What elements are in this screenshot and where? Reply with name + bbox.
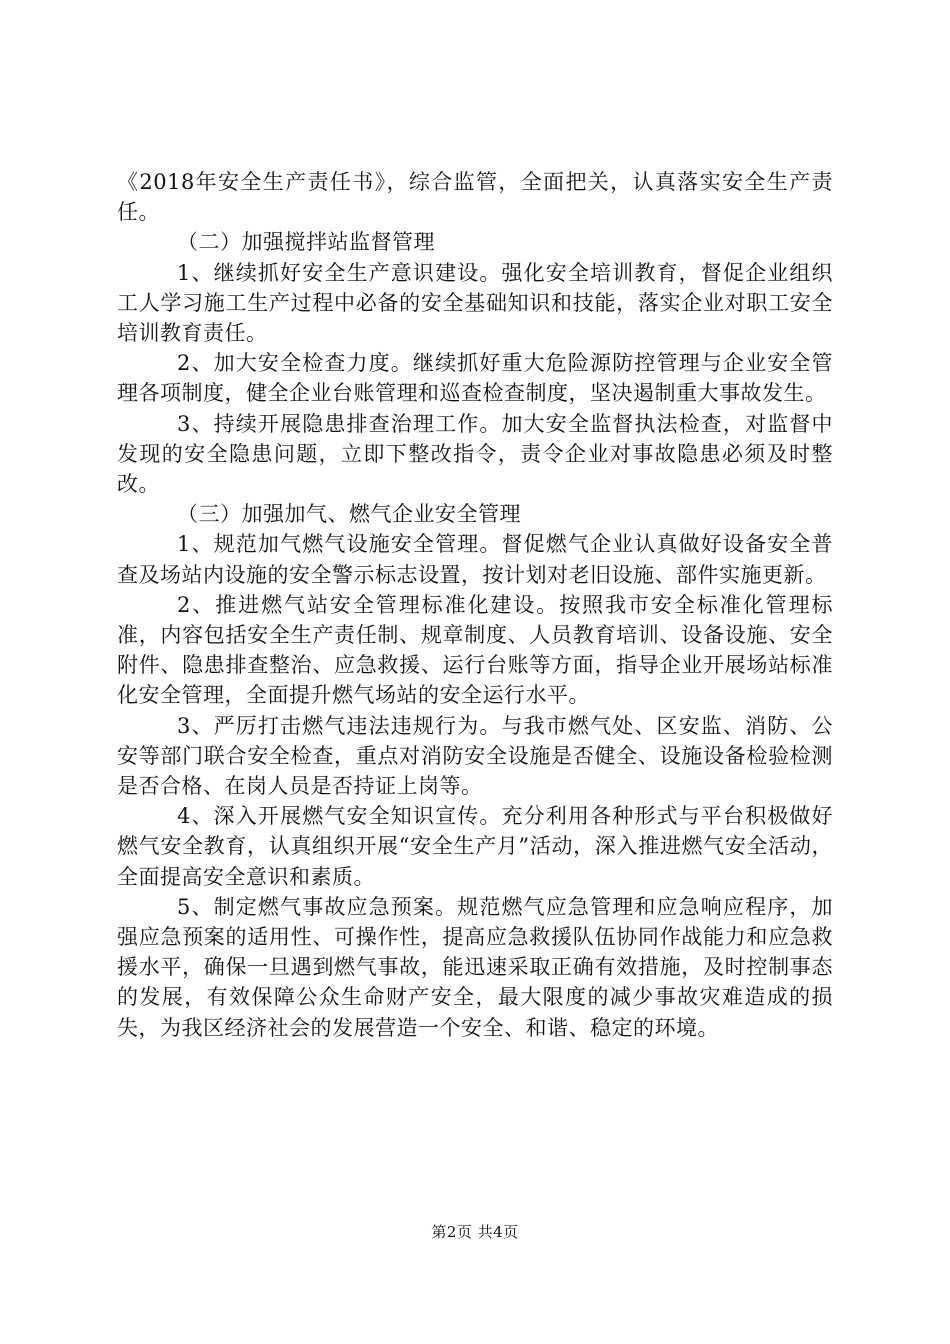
paragraph-gas-3: 3、严厉打击燃气违法违规行为。与我市燃气处、区安监、消防、公安等部门联合安全检查，重点对消防安全设施是否健全、设施设备检验检测是否合格、在岗人员是否持证上岗等。: [117, 713, 833, 799]
document-body: [117, 167, 833, 1043]
page-number-label: 第2页 共4页: [431, 1223, 519, 1241]
paragraph-gas-1: 1、规范加气燃气设施安全管理。督促燃气企业认真做好设备安全普查及场站内设施的安全警示标志设置，按计划对老旧设施、部件实施更新。: [117, 532, 833, 587]
paragraph-continuation: 《2018年安全生产责任书》，综合监管，全面把关，认真落实安全生产责任。: [117, 170, 833, 225]
paragraph-mixing-station-2: 2、加大安全检查力度。继续抓好重大危险源防控管理与企业安全管理各项制度，健全企业台账管理和巡查检查制度，坚决遏制重大事故发生。: [117, 351, 833, 406]
paragraph-gas-2: 2、推进燃气站安全管理标准化建设。按照我市安全标准化管理标准，内容包括安全生产责任制、规章制度、人员教育培训、设备设施、安全附件、隐患排查整治、应急救援、运行台账等方面，指导企业开展场站标准化安全管理，全面提升燃气场站的安全运行水平。: [117, 592, 833, 708]
section-heading-2: （二）加强搅拌站监督管理: [177, 230, 435, 255]
paragraph-mixing-station-1: 1、继续抓好安全生产意识建设。强化安全培训教育，督促企业组织工人学习施工生产过程中必备的安全基础知识和技能，落实企业对职工安全培训教育责任。: [117, 260, 833, 346]
section-heading-3: （三）加强加气、燃气企业安全管理: [177, 502, 521, 527]
paragraph-gas-4: 4、深入开展燃气安全知识宣传。充分利用各种形式与平台积极做好燃气安全教育，认真组织开展“安全生产月”活动，深入推进燃气安全活动，全面提高安全意识和素质。: [117, 804, 833, 889]
paragraph-mixing-station-3: 3、持续开展隐患排查治理工作。加大安全监督执法检查，对监督中发现的安全隐患问题，立即下整改指令，责令企业对事故隐患必须及时整改。: [117, 411, 833, 497]
paragraph-gas-5: 5、制定燃气事故应急预案。规范燃气应急管理和应急响应程序，加强应急预案的适用性、可操作性，提高应急救援队伍协同作战能力和应急救援水平，确保一旦遇到燃气事故，能迅速采取正确有效措施，及时控制事态的发展，有效保障公众生命财产安全，最大限度的减少事故灾难造成的损失，为我区经济社会的发展营造一个安全、和谐、稳定的环境。: [117, 894, 833, 1040]
page-footer: [0, 1221, 950, 1242]
